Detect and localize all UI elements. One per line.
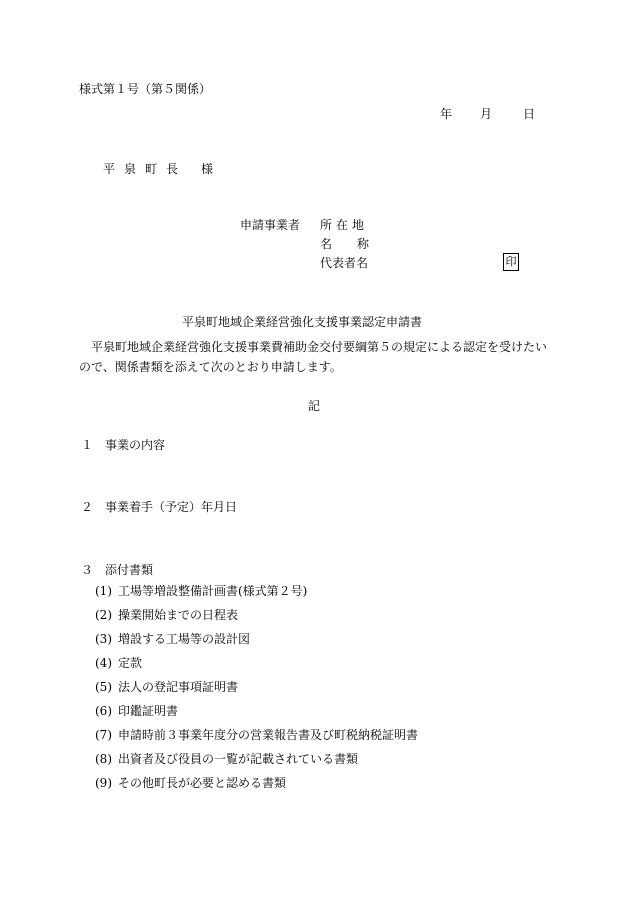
list-item (95, 679, 418, 703)
date-day-label: 日 (523, 107, 536, 121)
item-number: (8) (95, 752, 112, 766)
item-label: 申請時前３事業年度分の営業報告書及び町税納税証明書 (118, 728, 419, 742)
item-number: (9) (95, 776, 112, 790)
list-item (95, 607, 418, 631)
item-number: (5) (95, 680, 112, 694)
date-row (440, 106, 535, 122)
list-item (95, 655, 418, 679)
body-text: 平泉町地域企業経営強化支援事業費補助金交付要綱第５の規定による認定を受けたいので、関係書類を添えて次のとおり申請します。 (79, 340, 548, 374)
item-label: 法人の登記事項証明書 (118, 680, 239, 694)
item-label: その他町長が必要と認める書類 (118, 776, 287, 790)
section-number: ３ (81, 563, 94, 577)
list-item (95, 727, 418, 751)
seal-mark: 印 (503, 253, 519, 271)
list-item (95, 631, 418, 655)
item-label: 出資者及び役員の一覧が記載されている書類 (118, 752, 359, 766)
applicant-label: 申請事業者 (240, 218, 301, 232)
list-item (95, 751, 418, 775)
attachment-list (95, 583, 418, 799)
item-number: (4) (95, 656, 112, 670)
item-number: (7) (95, 728, 112, 742)
date-month-label: 月 (480, 107, 493, 121)
date-year-label: 年 (440, 107, 453, 121)
section-1 (81, 437, 165, 453)
section-number: １ (81, 438, 94, 452)
section-2 (81, 499, 237, 515)
addressee-honorific: 様 (201, 162, 214, 176)
form-number: 様式第１号（第５関係） (79, 82, 212, 96)
section-label: 事業の内容 (105, 438, 166, 452)
addressee-name: 平泉町長 (103, 162, 188, 176)
section-label: 事業着手（予定）年月日 (105, 500, 238, 514)
section-number: ２ (81, 500, 94, 514)
addressee (103, 161, 213, 177)
section-label: 添付書類 (105, 563, 154, 577)
item-number: (1) (95, 584, 112, 598)
item-label: 操業開始までの日程表 (118, 608, 239, 622)
address-label: 所在地 (320, 218, 369, 232)
item-label: 増設する工場等の設計図 (118, 632, 251, 646)
list-item (95, 703, 418, 727)
item-label: 印鑑証明書 (118, 704, 179, 718)
item-label: 工場等増設整備計画書(様式第２号) (118, 584, 308, 598)
item-number: (3) (95, 632, 112, 646)
ki-heading: 記 (308, 399, 321, 413)
item-number: (6) (95, 704, 112, 718)
list-item (95, 583, 418, 607)
representative-label: 代表者名 (320, 256, 369, 270)
name-label: 名称 (320, 237, 395, 251)
list-item (95, 775, 418, 799)
item-label: 定款 (118, 656, 143, 670)
section-3 (81, 562, 153, 578)
document-title: 平泉町地域企業経営強化支援事業認定申請書 (182, 315, 423, 329)
item-number: (2) (95, 608, 112, 622)
